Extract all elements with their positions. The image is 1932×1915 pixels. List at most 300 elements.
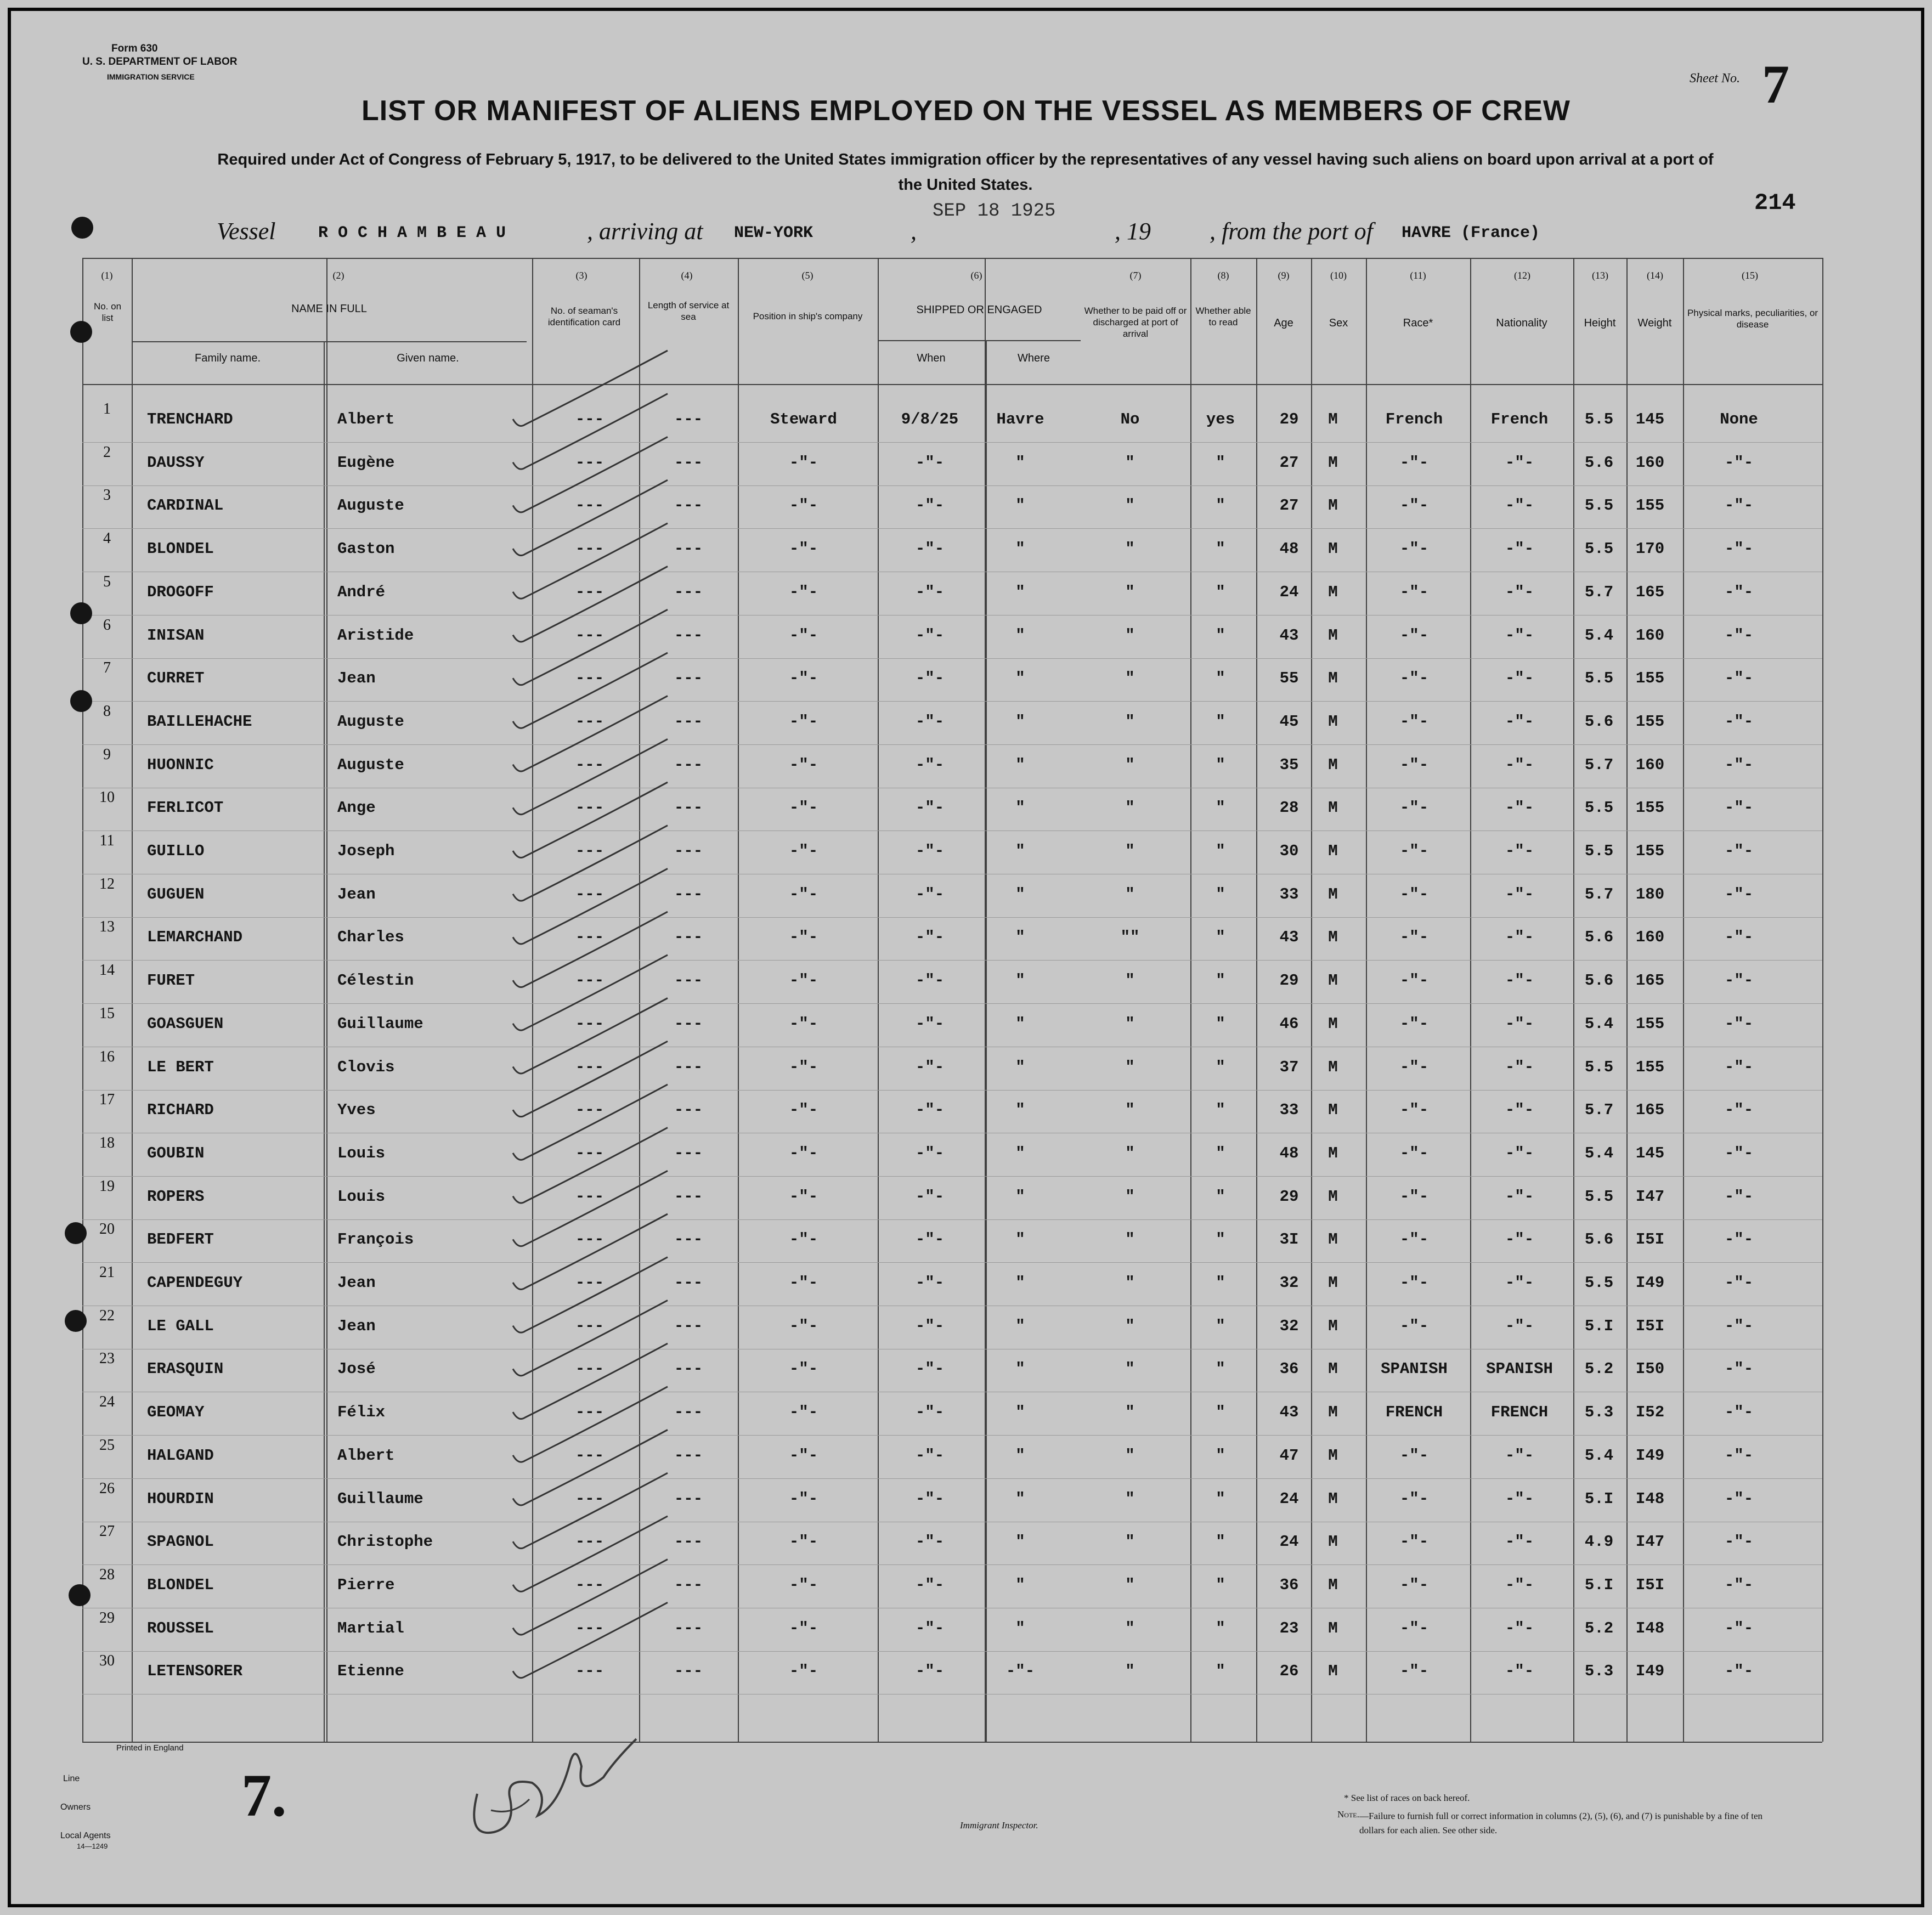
cell-when: -"- (915, 712, 945, 731)
row-number: 3 (103, 487, 111, 504)
cell-weight: I48 (1635, 1489, 1665, 1508)
cell-when: -"- (915, 1058, 945, 1076)
row-rule (82, 701, 1822, 702)
cell-sex: M (1328, 1360, 1338, 1379)
header-able-read: Whether able to read (1195, 306, 1251, 327)
cell-family: LEMARCHAND (147, 928, 243, 947)
cell-marks: -"- (1724, 540, 1754, 558)
cell-weight: 145 (1635, 1144, 1665, 1162)
row-number: 20 (99, 1221, 115, 1238)
stamp-number: 214 (1754, 190, 1796, 216)
cell-height: 5.5 (1584, 496, 1614, 515)
row-number: 16 (99, 1048, 115, 1065)
cell-length: --- (674, 669, 703, 688)
row-number: 26 (99, 1479, 115, 1497)
vessel-label: Vessel (217, 218, 276, 245)
row-number: 27 (99, 1523, 115, 1540)
cell-weight: I48 (1635, 1619, 1665, 1637)
row-rule (82, 1090, 1822, 1091)
arriving-label: , arriving at (587, 218, 703, 245)
column-number: (4) (681, 270, 693, 281)
year-label: , 19 (1115, 218, 1151, 245)
row-number: 30 (99, 1652, 115, 1670)
column-rule (1626, 258, 1628, 1742)
cell-family: DAUSSY (147, 453, 205, 472)
column-number: (14) (1647, 270, 1663, 281)
date-stamp: SEP 18 1925 (933, 201, 1056, 222)
cell-length: --- (674, 1144, 703, 1162)
cell-nationality: -"- (1505, 1274, 1534, 1292)
punch-hole (65, 1222, 87, 1244)
cell-sex: M (1328, 1403, 1338, 1422)
row-number: 28 (99, 1566, 115, 1583)
cell-paid: " (1125, 1619, 1135, 1637)
cell-paid: " (1125, 971, 1135, 990)
cell-where: " (1015, 712, 1025, 731)
row-rule (82, 1003, 1822, 1004)
cell-position: -"- (789, 1533, 818, 1551)
cell-family: CARDINAL (147, 496, 224, 515)
cell-when: -"- (915, 496, 945, 515)
cell-age: 27 (1279, 453, 1299, 472)
form-number: Form 630 (111, 43, 158, 54)
cell-marks: -"- (1724, 712, 1754, 731)
cell-nationality: -"- (1505, 669, 1534, 688)
column-number: (13) (1592, 270, 1608, 281)
cell-read: " (1216, 1058, 1225, 1076)
column-rule (326, 258, 327, 1742)
cell-given: Ange (337, 799, 376, 817)
header-length-service: Length of service at sea (647, 300, 730, 322)
cell-height: 5.4 (1584, 1446, 1614, 1465)
cell-given: Auguste (337, 496, 404, 515)
cell-paid: " (1125, 1014, 1135, 1033)
cell-card: --- (575, 626, 605, 645)
cell-sex: M (1328, 885, 1338, 903)
cell-nationality: -"- (1505, 885, 1534, 903)
cell-nationality: French (1490, 410, 1549, 428)
from-label: , from the port of (1210, 218, 1373, 245)
cell-when: -"- (915, 1403, 945, 1422)
cell-given: Christophe (337, 1533, 433, 1551)
cell-when: -"- (915, 799, 945, 817)
cell-nationality: -"- (1505, 496, 1534, 515)
cell-age: 26 (1279, 1662, 1299, 1681)
header-nationality: Nationality (1496, 317, 1547, 329)
cell-position: -"- (789, 842, 818, 860)
cell-where: " (1015, 1619, 1025, 1637)
cell-paid: " (1125, 1403, 1135, 1422)
cell-length: --- (674, 1446, 703, 1465)
cell-race: SPANISH (1381, 1360, 1448, 1379)
cell-where: " (1015, 1575, 1025, 1594)
cell-position: Steward (770, 410, 837, 428)
cell-height: 5.3 (1584, 1662, 1614, 1681)
cell-given: Martial (337, 1619, 404, 1637)
cell-family: INISAN (147, 626, 205, 645)
cell-age: 43 (1279, 626, 1299, 645)
service: IMMIGRATION SERVICE (107, 72, 195, 81)
header-sex: Sex (1329, 317, 1348, 329)
cell-race: -"- (1399, 1187, 1429, 1206)
cell-length: --- (674, 1619, 703, 1637)
cell-given: Etienne (337, 1662, 404, 1681)
cell-read: " (1216, 842, 1225, 860)
cell-race: FRENCH (1385, 1403, 1443, 1422)
cell-weight: I49 (1635, 1274, 1665, 1292)
cell-where: " (1015, 1533, 1025, 1551)
cell-height: 5.I (1584, 1489, 1614, 1508)
cell-when: -"- (915, 928, 945, 947)
cell-card: --- (575, 540, 605, 558)
cell-when: -"- (915, 1230, 945, 1249)
cell-age: 43 (1279, 928, 1299, 947)
cell-family: CURRET (147, 669, 205, 688)
cell-height: 5.4 (1584, 626, 1614, 645)
cell-length: --- (674, 755, 703, 774)
cell-height: 5.5 (1584, 410, 1614, 428)
cell-family: GOASGUEN (147, 1014, 224, 1033)
cell-length: --- (674, 410, 703, 428)
cell-weight: 155 (1635, 1058, 1665, 1076)
column-rule (1683, 258, 1684, 1742)
cell-sex: M (1328, 453, 1338, 472)
cell-card: --- (575, 1662, 605, 1681)
cell-sex: M (1328, 669, 1338, 688)
cell-paid: " (1125, 712, 1135, 731)
cell-nationality: -"- (1505, 1619, 1534, 1637)
agents-label: Local Agents (60, 1831, 111, 1840)
cell-weight: 155 (1635, 669, 1665, 688)
cell-read: " (1216, 885, 1225, 903)
cell-marks: -"- (1724, 496, 1754, 515)
cell-weight: I47 (1635, 1187, 1665, 1206)
column-number: (2) (332, 270, 344, 281)
cell-race: -"- (1399, 1619, 1429, 1637)
cell-marks: -"- (1724, 1403, 1754, 1422)
cell-where: " (1015, 971, 1025, 990)
cell-race: -"- (1399, 1230, 1429, 1249)
row-rule (82, 917, 1822, 918)
cell-card: --- (575, 1619, 605, 1637)
row-number: 22 (99, 1307, 115, 1324)
cell-card: --- (575, 928, 605, 947)
cell-paid: " (1125, 755, 1135, 774)
cell-paid: " (1125, 453, 1135, 472)
cell-read: " (1216, 453, 1225, 472)
cell-height: 5.I (1584, 1317, 1614, 1335)
cell-given: Clovis (337, 1058, 395, 1076)
cell-weight: 165 (1635, 1101, 1665, 1120)
cell-where: " (1015, 626, 1025, 645)
cell-read: " (1216, 1575, 1225, 1594)
cell-family: BAILLEHACHE (147, 712, 252, 731)
cell-family: HOURDIN (147, 1489, 214, 1508)
cell-age: 29 (1279, 1187, 1299, 1206)
column-rule (1573, 258, 1574, 1742)
row-number: 9 (103, 745, 111, 763)
cell-marks: -"- (1724, 1446, 1754, 1465)
cell-marks: -"- (1724, 1360, 1754, 1379)
cell-read: " (1216, 1230, 1225, 1249)
cell-length: --- (674, 842, 703, 860)
cell-marks: -"- (1724, 1144, 1754, 1162)
cell-race: -"- (1399, 1058, 1429, 1076)
cell-length: --- (674, 496, 703, 515)
cell-card: --- (575, 1533, 605, 1551)
header-bottom-rule (82, 384, 1822, 385)
cell-position: -"- (789, 1489, 818, 1508)
cell-sex: M (1328, 583, 1338, 601)
cell-height: 5.I (1584, 1575, 1614, 1594)
cell-when: -"- (915, 453, 945, 472)
cell-when: -"- (915, 1101, 945, 1120)
sheet-number: 7 (1762, 54, 1789, 115)
cell-where: " (1015, 885, 1025, 903)
cell-sex: M (1328, 799, 1338, 817)
cell-race: -"- (1399, 928, 1429, 947)
cell-nationality: -"- (1505, 626, 1534, 645)
department: U. S. DEPARTMENT OF LABOR (82, 56, 238, 67)
cell-nationality: -"- (1505, 755, 1534, 774)
cell-length: --- (674, 1101, 703, 1120)
cell-when: -"- (915, 626, 945, 645)
cell-read: " (1216, 1317, 1225, 1335)
cell-position: -"- (789, 453, 818, 472)
cell-card: --- (575, 453, 605, 472)
cell-family: HALGAND (147, 1446, 214, 1465)
cell-paid: " (1125, 1662, 1135, 1681)
header-no-on-list: No. on list (93, 301, 122, 323)
cell-card: --- (575, 842, 605, 860)
column-number: (8) (1217, 270, 1229, 281)
cell-when: -"- (915, 971, 945, 990)
cell-weight: 155 (1635, 496, 1665, 515)
cell-marks: -"- (1724, 1058, 1754, 1076)
cell-weight: I47 (1635, 1533, 1665, 1551)
cell-card: --- (575, 1144, 605, 1162)
cell-when: -"- (915, 1662, 945, 1681)
cell-paid: " (1125, 842, 1135, 860)
column-number: (12) (1514, 270, 1530, 281)
row-number: 2 (103, 443, 111, 461)
cell-read: " (1216, 928, 1225, 947)
cell-weight: 170 (1635, 540, 1665, 558)
cell-length: --- (674, 1230, 703, 1249)
cell-nationality: -"- (1505, 1446, 1534, 1465)
row-rule (82, 528, 1822, 529)
cell-length: --- (674, 1403, 703, 1422)
cell-race: -"- (1399, 1101, 1429, 1120)
cell-where: " (1015, 1446, 1025, 1465)
cell-weight: 160 (1635, 755, 1665, 774)
cell-read: " (1216, 496, 1225, 515)
cell-card: --- (575, 669, 605, 688)
cell-race: -"- (1399, 1144, 1429, 1162)
row-number: 10 (99, 789, 115, 806)
cell-where: " (1015, 453, 1025, 472)
column-rule (1366, 258, 1367, 1742)
cell-position: -"- (789, 626, 818, 645)
row-rule (82, 1262, 1822, 1263)
cell-age: 3I (1279, 1230, 1299, 1249)
cell-height: 5.5 (1584, 1274, 1614, 1292)
header-physical-marks: Physical marks, peculiarities, or disease (1687, 308, 1818, 330)
cell-where: " (1015, 496, 1025, 515)
cell-height: 5.4 (1584, 1144, 1614, 1162)
cell-when: -"- (915, 842, 945, 860)
cell-nationality: -"- (1505, 1662, 1534, 1681)
header-name-in-full: NAME IN FULL (291, 303, 367, 315)
cell-position: -"- (789, 583, 818, 601)
cell-given: Louis (337, 1187, 386, 1206)
cell-length: --- (674, 799, 703, 817)
cell-race: French (1385, 410, 1443, 428)
cell-nationality: -"- (1505, 971, 1534, 990)
cell-paid: "" (1120, 928, 1140, 947)
cell-where: " (1015, 1489, 1025, 1508)
cell-family: GUILLO (147, 842, 205, 860)
cell-nationality: -"- (1505, 712, 1534, 731)
cell-age: 35 (1279, 755, 1299, 774)
header-id-card: No. of seaman's identification card (547, 306, 621, 327)
cell-age: 33 (1279, 885, 1299, 903)
cell-age: 48 (1279, 540, 1299, 558)
cell-nationality: -"- (1505, 1317, 1534, 1335)
punch-hole (65, 1310, 87, 1332)
cell-sex: M (1328, 1619, 1338, 1637)
cell-read: " (1216, 1101, 1225, 1120)
cell-sex: M (1328, 1101, 1338, 1120)
cell-sex: M (1328, 842, 1338, 860)
cell-age: 29 (1279, 410, 1299, 428)
row-number: 12 (99, 875, 115, 892)
cell-where: " (1015, 1058, 1025, 1076)
cell-marks: -"- (1724, 1619, 1754, 1637)
cell-age: 27 (1279, 496, 1299, 515)
cell-where: " (1015, 842, 1025, 860)
cell-card: --- (575, 1187, 605, 1206)
cell-marks: -"- (1724, 1230, 1754, 1249)
line-label: Line (63, 1774, 80, 1783)
cell-given: Charles (337, 928, 404, 947)
column-number: (3) (575, 270, 587, 281)
column-rule (639, 258, 640, 1742)
cell-family: LE BERT (147, 1058, 214, 1076)
cell-family: RICHARD (147, 1101, 214, 1120)
cell-nationality: -"- (1505, 1230, 1534, 1249)
cell-card: --- (575, 1274, 605, 1292)
cell-card: --- (575, 885, 605, 903)
cell-paid: " (1125, 1446, 1135, 1465)
cell-paid: " (1125, 583, 1135, 601)
cell-weight: 160 (1635, 928, 1665, 947)
cell-marks: -"- (1724, 1489, 1754, 1508)
cell-position: -"- (789, 1187, 818, 1206)
cell-marks: None (1720, 410, 1758, 428)
row-number: 25 (99, 1436, 115, 1454)
cell-family: FURET (147, 971, 195, 990)
cell-paid: " (1125, 669, 1135, 688)
cell-weight: 145 (1635, 410, 1665, 428)
column-rule (132, 258, 133, 1742)
cell-family: GEOMAY (147, 1403, 205, 1422)
cell-given: Guillaume (337, 1489, 423, 1508)
cell-where: " (1015, 755, 1025, 774)
cell-weight: 165 (1635, 583, 1665, 601)
cell-card: --- (575, 1230, 605, 1249)
cell-height: 5.6 (1584, 971, 1614, 990)
cell-read: " (1216, 712, 1225, 731)
cell-sex: M (1328, 1446, 1338, 1465)
cell-length: --- (674, 1187, 703, 1206)
cell-where: Havre (996, 410, 1044, 428)
cell-paid: " (1125, 799, 1135, 817)
cell-height: 5.6 (1584, 928, 1614, 947)
cell-height: 5.6 (1584, 1230, 1614, 1249)
cell-age: 45 (1279, 712, 1299, 731)
cell-age: 36 (1279, 1360, 1299, 1379)
cell-nationality: -"- (1505, 842, 1534, 860)
cell-paid: " (1125, 496, 1135, 515)
cell-when: -"- (915, 1489, 945, 1508)
cell-position: -"- (789, 1230, 818, 1249)
cell-paid: " (1125, 1489, 1135, 1508)
cell-given: Guillaume (337, 1014, 423, 1033)
row-number: 8 (103, 702, 111, 720)
cell-sex: M (1328, 1533, 1338, 1551)
cell-where: " (1015, 1230, 1025, 1249)
cell-read: " (1216, 1489, 1225, 1508)
header-when: When (917, 352, 946, 364)
cell-when: -"- (915, 1317, 945, 1335)
race-note: * See list of races on back hereof. (1344, 1793, 1470, 1803)
cell-family: GOUBIN (147, 1144, 205, 1162)
cell-given: Albert (337, 410, 395, 428)
cell-sex: M (1328, 1058, 1338, 1076)
cell-sex: M (1328, 1230, 1338, 1249)
cell-nationality: -"- (1505, 1144, 1534, 1162)
cell-age: 46 (1279, 1014, 1299, 1033)
cell-when: -"- (915, 1360, 945, 1379)
cell-marks: -"- (1724, 1014, 1754, 1033)
cell-paid: " (1125, 1230, 1135, 1249)
cell-age: 30 (1279, 842, 1299, 860)
cell-race: -"- (1399, 1575, 1429, 1594)
header-height: Height (1584, 317, 1616, 329)
cell-height: 5.6 (1584, 712, 1614, 731)
cell-card: --- (575, 1101, 605, 1120)
cell-length: --- (674, 712, 703, 731)
cell-marks: -"- (1724, 1101, 1754, 1120)
cell-given: François (337, 1230, 414, 1249)
column-rule (1190, 258, 1191, 1742)
cell-read: " (1216, 1662, 1225, 1681)
header-race: Race* (1403, 317, 1433, 329)
cell-weight: I49 (1635, 1662, 1665, 1681)
header-where: Where (1018, 352, 1050, 364)
cell-sex: M (1328, 1014, 1338, 1033)
cell-height: 5.7 (1584, 755, 1614, 774)
cell-paid: " (1125, 1058, 1135, 1076)
header-family-name: Family name. (194, 352, 261, 364)
cell-sex: M (1328, 1575, 1338, 1594)
cell-length: --- (674, 1058, 703, 1076)
cell-age: 32 (1279, 1274, 1299, 1292)
page-subtitle: Required under Act of Congress of February 5, 1917, to be delivered to the United States immigration officer by the representatives of any vessel having such aliens on board upon arrival at a port of the United States. (217, 151, 1714, 194)
cell-race: -"- (1399, 669, 1429, 688)
cell-length: --- (674, 1360, 703, 1379)
